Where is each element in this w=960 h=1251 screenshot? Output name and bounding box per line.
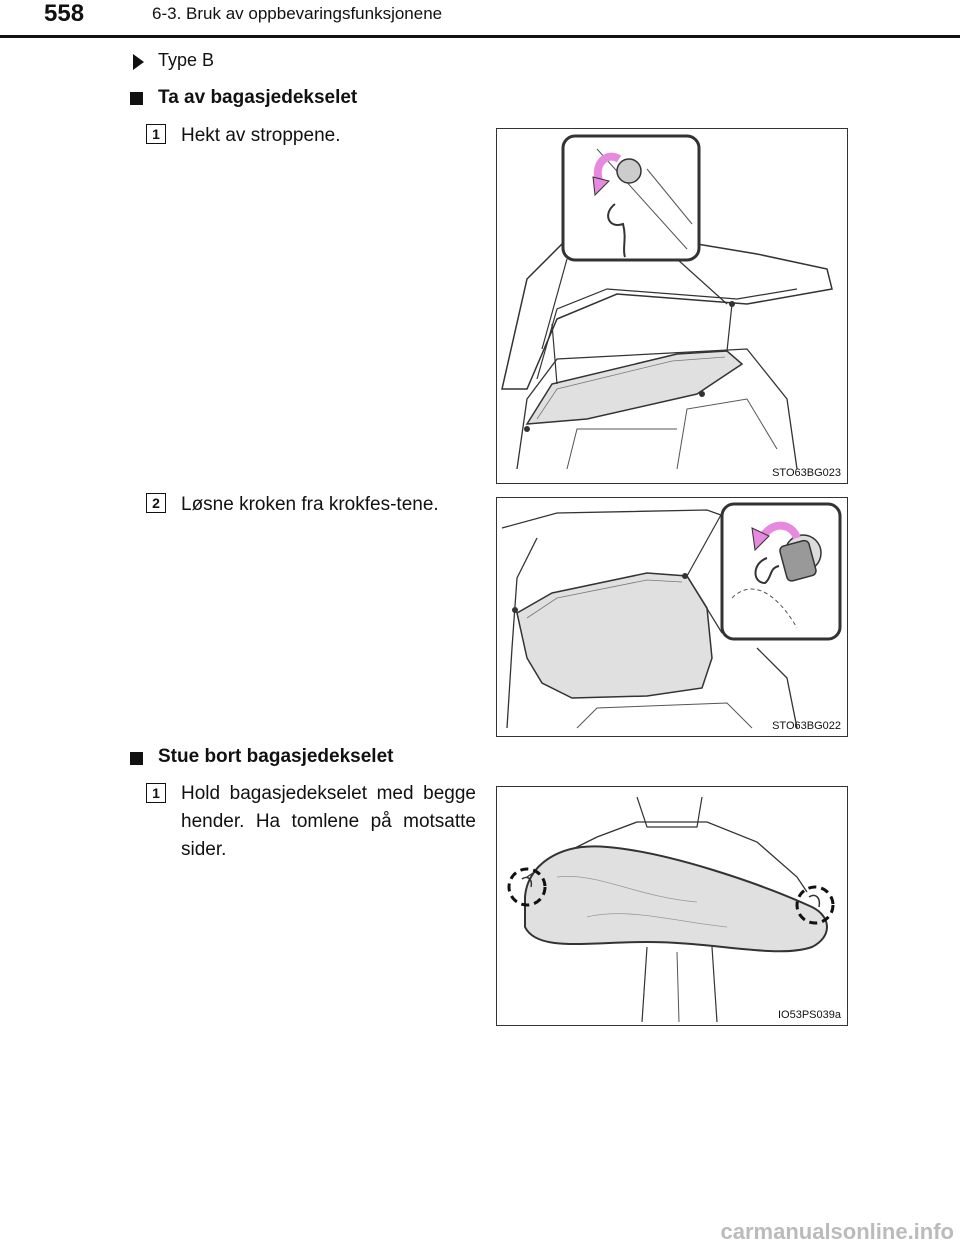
step-text: Løsne kroken fra krokfes-tene. (181, 494, 439, 515)
watermark: carmanualsonline.info (720, 1219, 954, 1244)
square-bullet-icon (130, 752, 143, 765)
figure-unhook-straps (496, 128, 848, 484)
step-number: 1 (146, 783, 166, 803)
figure-hold-cover (496, 786, 848, 1026)
figure-code: IO53PS039a (778, 1009, 841, 1021)
step-text: Hekt av stroppene. (181, 125, 341, 146)
section-heading-stow: Stue bort bagasjedekselet (158, 746, 394, 767)
figure-code: STO63BG023 (772, 467, 841, 479)
step-number: 1 (146, 124, 166, 144)
triangle-bullet-icon (133, 54, 144, 70)
section-title: 6-3. Bruk av oppbevaringsfunksjonene (152, 4, 443, 23)
figure-release-hook (496, 497, 848, 737)
step-text: Hold bagasjedekselet med begge hender. Ha tomlene på motsatte sider. (181, 783, 476, 860)
section-heading-remove: Ta av bagasjedekselet (158, 87, 358, 108)
header-divider (0, 35, 960, 38)
page-number: 558 (44, 0, 85, 27)
type-label: Type B (158, 50, 215, 70)
square-bullet-icon (130, 92, 143, 105)
figure-code: STO63BG022 (772, 720, 841, 732)
step-number: 2 (146, 493, 166, 513)
